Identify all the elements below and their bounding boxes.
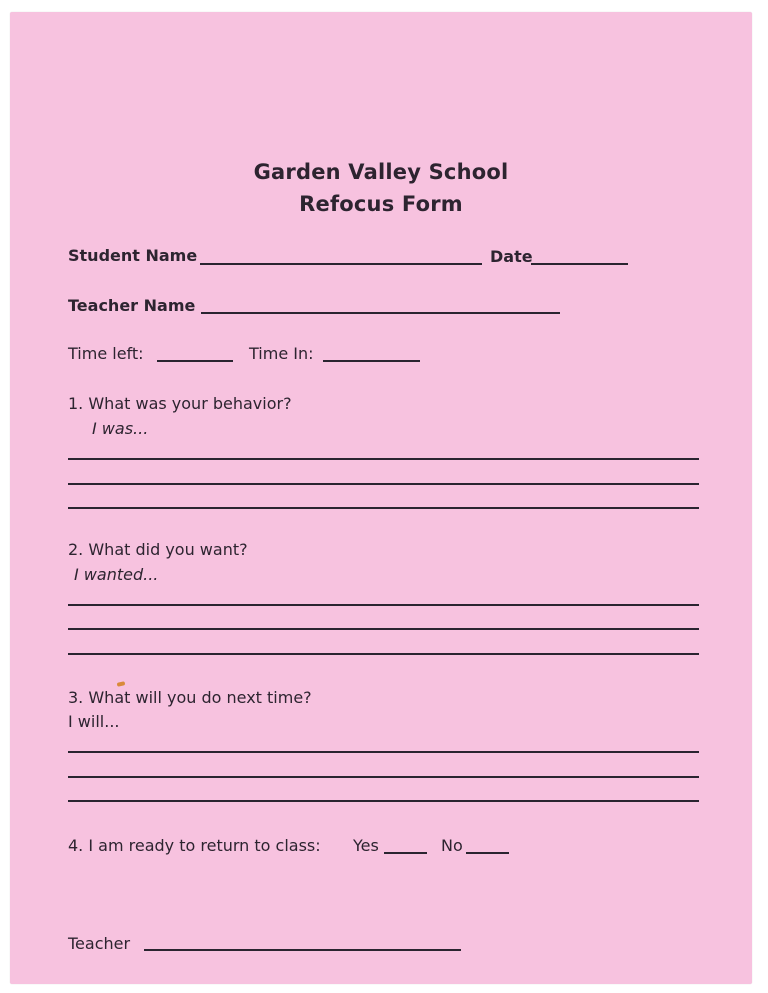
question-2: 2. What did you want? bbox=[68, 540, 248, 559]
question-3-prompt: I will... bbox=[68, 712, 120, 731]
question-1: 1. What was your behavior? bbox=[68, 394, 292, 413]
answer-1-line-2[interactable] bbox=[68, 483, 699, 485]
date-field[interactable] bbox=[531, 263, 628, 265]
answer-2-line-2[interactable] bbox=[68, 628, 699, 630]
answer-2-line-1[interactable] bbox=[68, 604, 699, 606]
no-label: No bbox=[441, 836, 463, 855]
answer-3-line-2[interactable] bbox=[68, 776, 699, 778]
answer-3-line-1[interactable] bbox=[68, 751, 699, 753]
time-in-label: Time In: bbox=[249, 344, 314, 363]
student-name-field[interactable] bbox=[200, 263, 482, 265]
answer-3-line-3[interactable] bbox=[68, 800, 699, 802]
yes-field[interactable] bbox=[384, 852, 427, 854]
answer-1-line-1[interactable] bbox=[68, 458, 699, 460]
teacher-signature-field[interactable] bbox=[144, 949, 461, 951]
paper-speck bbox=[117, 681, 126, 687]
yes-label: Yes bbox=[353, 836, 379, 855]
time-in-field[interactable] bbox=[323, 360, 420, 362]
date-label: Date bbox=[490, 247, 533, 266]
question-2-prompt: I wanted... bbox=[74, 565, 159, 584]
time-left-label: Time left: bbox=[68, 344, 144, 363]
time-left-field[interactable] bbox=[157, 360, 233, 362]
answer-1-line-3[interactable] bbox=[68, 507, 699, 509]
question-3: 3. What will you do next time? bbox=[68, 688, 312, 707]
teacher-name-field[interactable] bbox=[201, 312, 560, 314]
question-1-prompt: I was... bbox=[92, 419, 149, 438]
answer-2-line-3[interactable] bbox=[68, 653, 699, 655]
teacher-sign-label: Teacher bbox=[68, 934, 131, 953]
teacher-name-label: Teacher Name bbox=[68, 296, 196, 315]
refocus-form-sheet bbox=[10, 12, 752, 984]
student-name-label: Student Name bbox=[68, 246, 198, 265]
school-name: Garden Valley School bbox=[253, 160, 509, 184]
question-4: 4. I am ready to return to class: bbox=[68, 836, 321, 855]
no-field[interactable] bbox=[466, 852, 509, 854]
form-title: Refocus Form bbox=[299, 192, 463, 216]
